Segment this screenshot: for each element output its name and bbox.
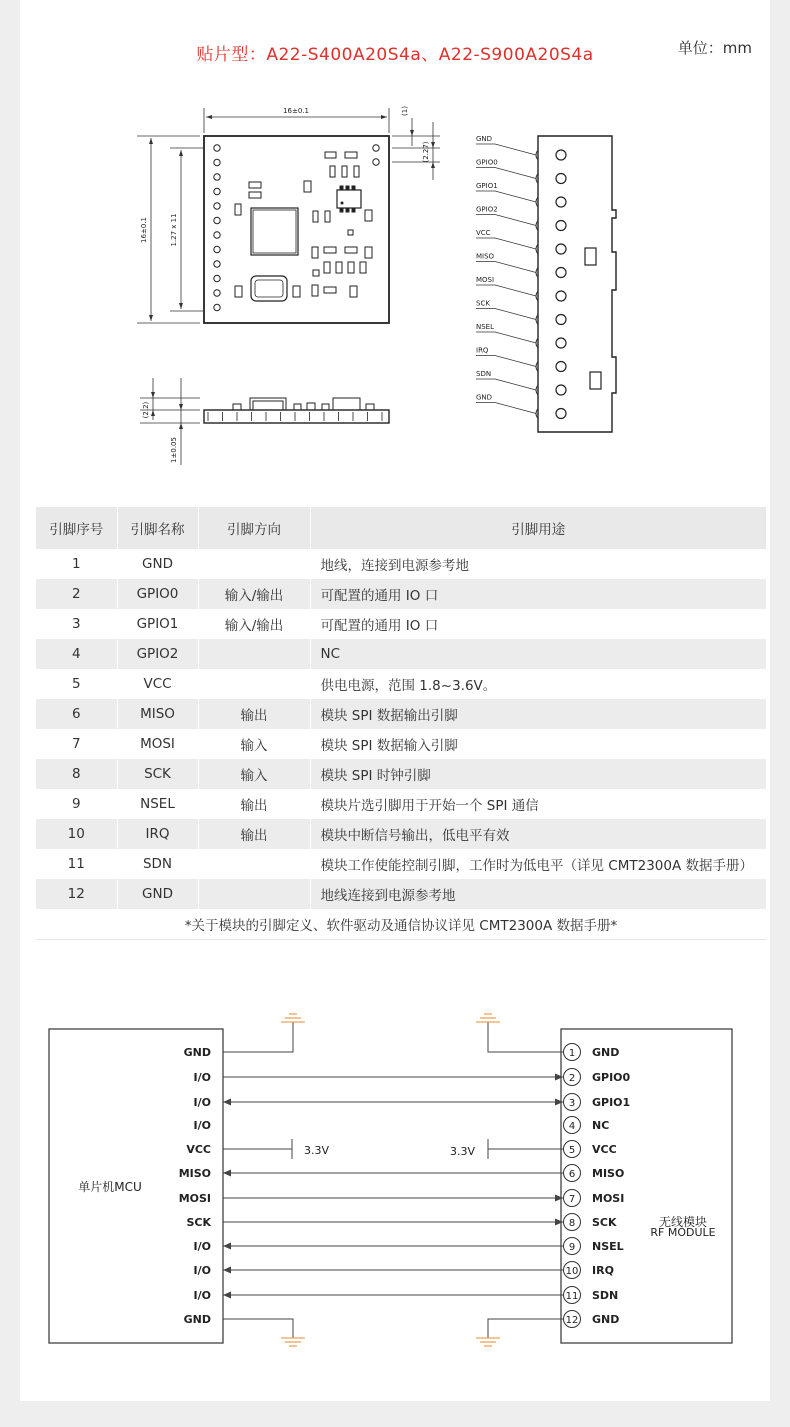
cell-name: MOSI	[117, 729, 198, 759]
module-pin-label: GND	[592, 1046, 620, 1059]
mcu-pin-label: I/O	[193, 1071, 211, 1084]
table-row	[36, 669, 766, 699]
cell-no: 2	[36, 579, 117, 609]
cell-use: 模块工作使能控制引脚，工作时为低电平（详见 CMT2300A 数据手册）	[310, 849, 766, 879]
mcu-pin-label: I/O	[193, 1289, 211, 1302]
mcu-pin-label: GND	[183, 1046, 211, 1059]
cell-name: VCC	[117, 669, 198, 699]
cell-name: SDN	[117, 849, 198, 879]
cell-use: 地线，连接到电源参考地	[310, 549, 766, 579]
pinout-label: GND	[476, 393, 493, 402]
pinout-label: GND	[476, 135, 493, 143]
ic-chip	[337, 190, 361, 208]
ground-symbols	[281, 1014, 500, 1346]
side-components	[233, 398, 374, 410]
cell-use: 可配置的通用 IO 口	[310, 579, 766, 609]
pinout-label: MOSI	[476, 276, 495, 284]
cell-use: 地线连接到电源参考地	[310, 879, 766, 909]
table-row	[36, 849, 766, 879]
dim-height: (2.2)	[142, 401, 150, 419]
pinout-label: SDN	[476, 370, 492, 378]
table-row	[36, 699, 766, 729]
pinout-label: GPIO1	[476, 182, 498, 190]
module-pin-number: 3	[568, 1098, 576, 1109]
pinout-label: IRQ	[476, 346, 489, 355]
mcu-pin-label: I/O	[193, 1240, 211, 1253]
cell-dir: 输出	[198, 819, 310, 849]
dim-thickness: 1±0.05	[170, 437, 178, 463]
module-pin-label: VCC	[592, 1143, 617, 1156]
module-pin-label: MISO	[592, 1167, 625, 1180]
table-row	[36, 759, 766, 789]
mcu-pin-label: MOSI	[178, 1192, 211, 1205]
cell-name: GPIO0	[117, 579, 198, 609]
ground-icon	[476, 1014, 500, 1022]
module-pin-label: GND	[592, 1313, 620, 1326]
cell-dir: 输入/输出	[198, 579, 310, 609]
module-pin-number: 7	[568, 1194, 576, 1205]
mechanical-drawing	[0, 0, 790, 470]
module-pin-number: 1	[568, 1048, 576, 1059]
cell-dir: 输入	[198, 759, 310, 789]
table-header	[36, 507, 766, 549]
pinout-label: NSEL	[476, 323, 495, 331]
dim-edge-offset: (1)	[401, 106, 409, 116]
table-note-row	[36, 909, 766, 940]
cell-no: 3	[36, 609, 117, 639]
table-row	[36, 789, 766, 819]
cell-dir	[198, 549, 310, 579]
cell-dir: 输出	[198, 789, 310, 819]
cell-name: GPIO1	[117, 609, 198, 639]
cell-use: 模块中断信号输出，低电平有效	[310, 819, 766, 849]
module-pin-number: 2	[568, 1073, 576, 1084]
cell-dir	[198, 639, 310, 669]
cell-name: GND	[117, 879, 198, 909]
module-title-cn: 无线模块	[658, 1215, 708, 1229]
module-box	[561, 1029, 732, 1343]
cell-name: GPIO2	[117, 639, 198, 669]
voltage-left: 3.3V	[304, 1144, 330, 1157]
cell-use: NC	[310, 639, 766, 669]
mcu-title: 单片机MCU	[78, 1180, 142, 1194]
mcu-pin-label: I/O	[193, 1096, 211, 1109]
module-side-outline	[204, 410, 389, 423]
cell-name: IRQ	[117, 819, 198, 849]
cell-dir	[198, 669, 310, 699]
cell-no: 11	[36, 849, 117, 879]
cell-use: 模块 SPI 数据输出引脚	[310, 699, 766, 729]
voltage-right: 3.3V	[450, 1145, 476, 1158]
module-pin-number: 5	[568, 1145, 576, 1156]
cell-no: 9	[36, 789, 117, 819]
module-pin-label: IRQ	[592, 1264, 614, 1277]
mcu-pin-label: I/O	[193, 1119, 211, 1132]
pinout-outline	[538, 136, 616, 432]
pinout-label: SCK	[476, 299, 490, 308]
col-header-number: 引脚序号	[36, 507, 117, 549]
cell-name: MISO	[117, 699, 198, 729]
dim-length: 16±0.1	[140, 217, 148, 243]
mcu-pin-label: GND	[183, 1313, 211, 1326]
rf-chip	[251, 208, 298, 255]
pinout-label: VCC	[476, 229, 491, 237]
mcu-pin-label: VCC	[186, 1143, 211, 1156]
module-pin-label: SDN	[592, 1289, 619, 1302]
pinout-label: GPIO0	[476, 158, 498, 167]
table-row	[36, 609, 766, 639]
module-pin-label: NC	[592, 1119, 610, 1132]
unit-label: 单位：mm	[677, 39, 752, 57]
col-header-name: 引脚名称	[117, 507, 198, 549]
ground-icon	[281, 1338, 305, 1346]
table-row	[36, 819, 766, 849]
table-row	[36, 579, 766, 609]
cell-dir: 输出	[198, 699, 310, 729]
module-pin-label: GPIO1	[592, 1096, 631, 1109]
module-pin-number: 12	[565, 1315, 579, 1326]
cell-no: 10	[36, 819, 117, 849]
dim-pitch-span: 1.27 x 11	[170, 213, 178, 247]
cell-use: 模块 SPI 数据输入引脚	[310, 729, 766, 759]
table-row	[36, 549, 766, 579]
ground-icon	[281, 1014, 305, 1022]
cell-dir: 输入	[198, 729, 310, 759]
cell-use: 可配置的通用 IO 口	[310, 609, 766, 639]
table-row	[36, 639, 766, 669]
table-row	[36, 879, 766, 909]
cell-no: 8	[36, 759, 117, 789]
module-pin-number: 8	[568, 1218, 576, 1229]
module-pin-number: 9	[568, 1242, 576, 1253]
module-pin-number: 4	[568, 1121, 576, 1132]
module-pin-label: NSEL	[592, 1240, 624, 1253]
cell-use: 模块 SPI 时钟引脚	[310, 759, 766, 789]
cell-use: 模块片选引脚用于开始一个 SPI 通信	[310, 789, 766, 819]
module-title-en: RF MODULE	[650, 1226, 716, 1239]
cell-use: 供电电源，范围 1.8~3.6V。	[310, 669, 766, 699]
module-pin-number: 10	[565, 1266, 579, 1277]
ground-icon	[476, 1338, 500, 1346]
cell-no: 5	[36, 669, 117, 699]
cell-dir: 输入/输出	[198, 609, 310, 639]
module-pin-label: GPIO0	[592, 1071, 631, 1084]
table-row	[36, 729, 766, 759]
wiring-diagram	[0, 1000, 790, 1400]
pin-table	[36, 507, 766, 940]
mcu-pin-label: SCK	[186, 1216, 211, 1229]
pinout-label: MISO	[476, 252, 495, 261]
mcu-pin-label: I/O	[193, 1264, 211, 1277]
cell-no: 4	[36, 639, 117, 669]
cell-name: GND	[117, 549, 198, 579]
cell-no: 1	[36, 549, 117, 579]
dim-pitch: (2.27)	[422, 141, 430, 163]
module-pin-number: 6	[568, 1169, 576, 1180]
module-pin-number: 11	[565, 1291, 579, 1302]
module-pin-label: MOSI	[592, 1192, 625, 1205]
dim-width: 16±0.1	[283, 107, 309, 115]
page-title: 贴片型：A22-S400A20S4a、A22-S900A20S4a	[196, 45, 594, 65]
cell-dir	[198, 879, 310, 909]
table-note: *关于模块的引脚定义、软件驱动及通信协议详见 CMT2300A 数据手册*	[36, 909, 766, 940]
col-header-usage: 引脚用途	[310, 507, 766, 549]
module-pin-label: SCK	[592, 1216, 617, 1229]
cell-name: NSEL	[117, 789, 198, 819]
mcu-pin-label: MISO	[178, 1167, 211, 1180]
cell-no: 6	[36, 699, 117, 729]
pinout-label: GPIO2	[476, 205, 498, 214]
cell-no: 12	[36, 879, 117, 909]
cell-dir	[198, 849, 310, 879]
col-header-direction: 引脚方向	[198, 507, 310, 549]
cell-no: 7	[36, 729, 117, 759]
cell-name: SCK	[117, 759, 198, 789]
